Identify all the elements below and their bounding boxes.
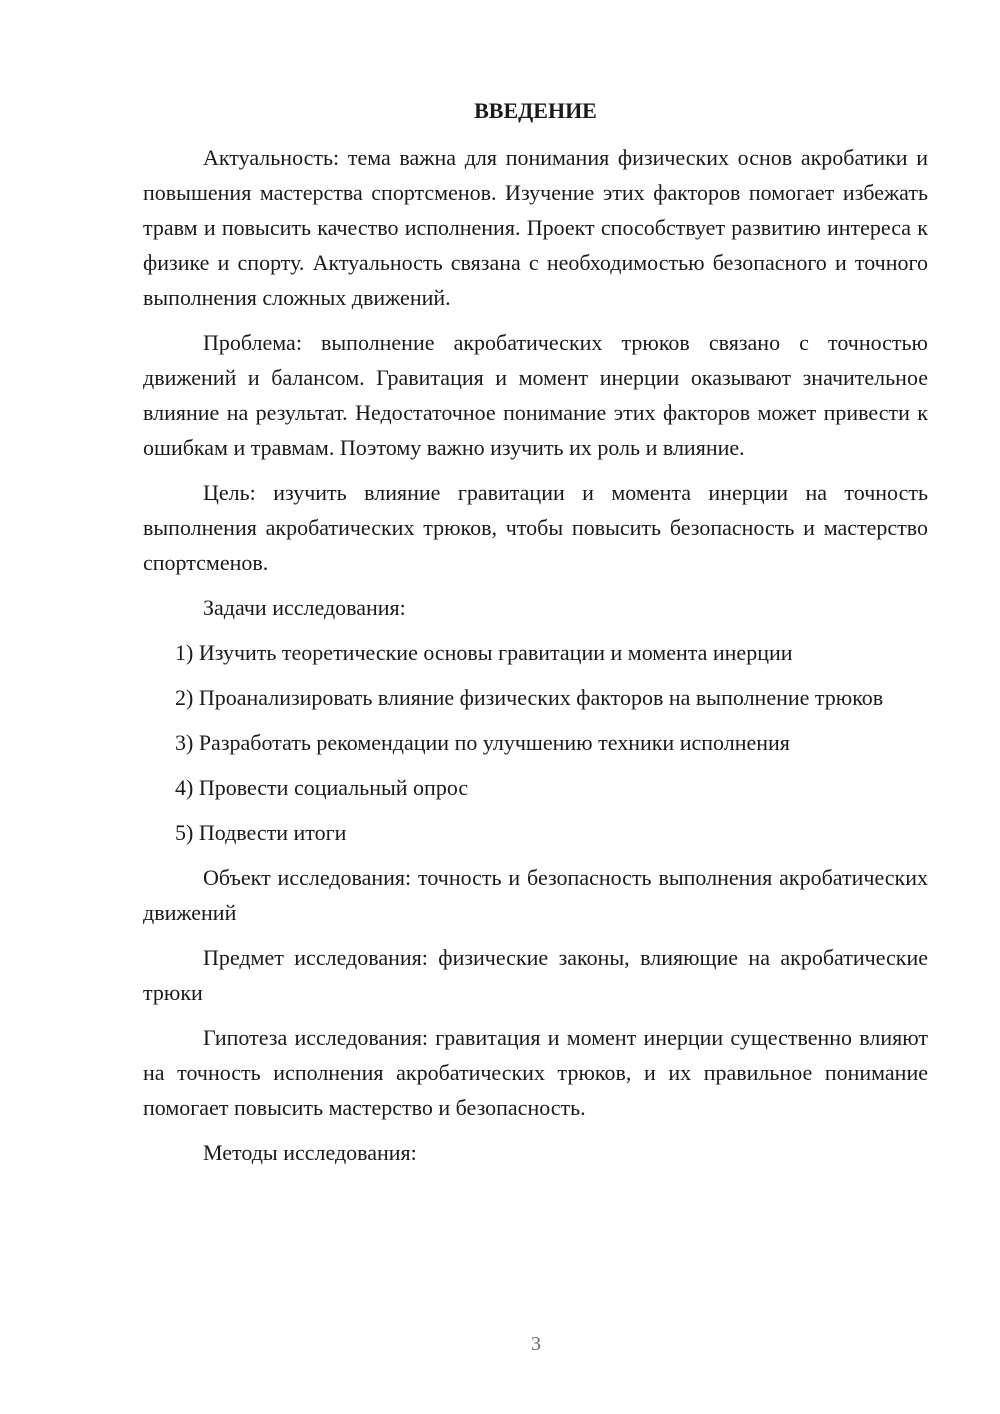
subject-paragraph: Предмет исследования: физические законы, влияющие на акробатические трюки (143, 945, 928, 1005)
task-item: 2) Проанализировать влияние физических факторов на выполнение трюков (175, 685, 884, 710)
object-paragraph: Объект исследования: точность и безопасность выполнения акробатических движений (143, 865, 928, 925)
section-heading: ВВЕДЕНИЕ (474, 98, 597, 123)
page-content (143, 94, 928, 1170)
tasks-title: Задачи исследования: (203, 595, 406, 620)
relevance-paragraph: Актуальность: тема важна для понимания физических основ акробатики и повышения мастерства спортсменов. Изучение этих факторов помогает избежать травм и повысить качество исполнения. Проект способствует развитию интереса к физике и спорту. Актуальность связана с необходимостью безопасного и точного выполнения сложных движений. (143, 145, 928, 310)
methods-title: Методы исследования: (203, 1140, 417, 1165)
page-number: 3 (531, 1333, 541, 1355)
goal-paragraph: Цель: изучить влияние гравитации и момента инерции на точность выполнения акробатических трюков, чтобы повысить безопасность и мастерство спортсменов. (143, 480, 928, 575)
task-item: 5) Подвести итоги (175, 820, 347, 845)
task-item: 3) Разработать рекомендации по улучшению техники исполнения (175, 730, 790, 755)
problem-paragraph: Проблема: выполнение акробатических трюков связано с точностью движений и балансом. Гравитация и момент инерции оказывают значительное влияние на результат. Недостаточное понимание этих факторов может привести к ошибкам и травмам. Поэтому важно изучить их роль и влияние. (143, 330, 928, 460)
hypothesis-paragraph: Гипотеза исследования: гравитация и момент инерции существенно влияют на точность исполнения акробатических трюков, и их правильное понимание помогает повысить мастерство и безопасность. (143, 1025, 928, 1120)
task-item: 4) Провести социальный опрос (175, 775, 469, 800)
task-item: 1) Изучить теоретические основы гравитации и момента инерции (175, 640, 793, 665)
